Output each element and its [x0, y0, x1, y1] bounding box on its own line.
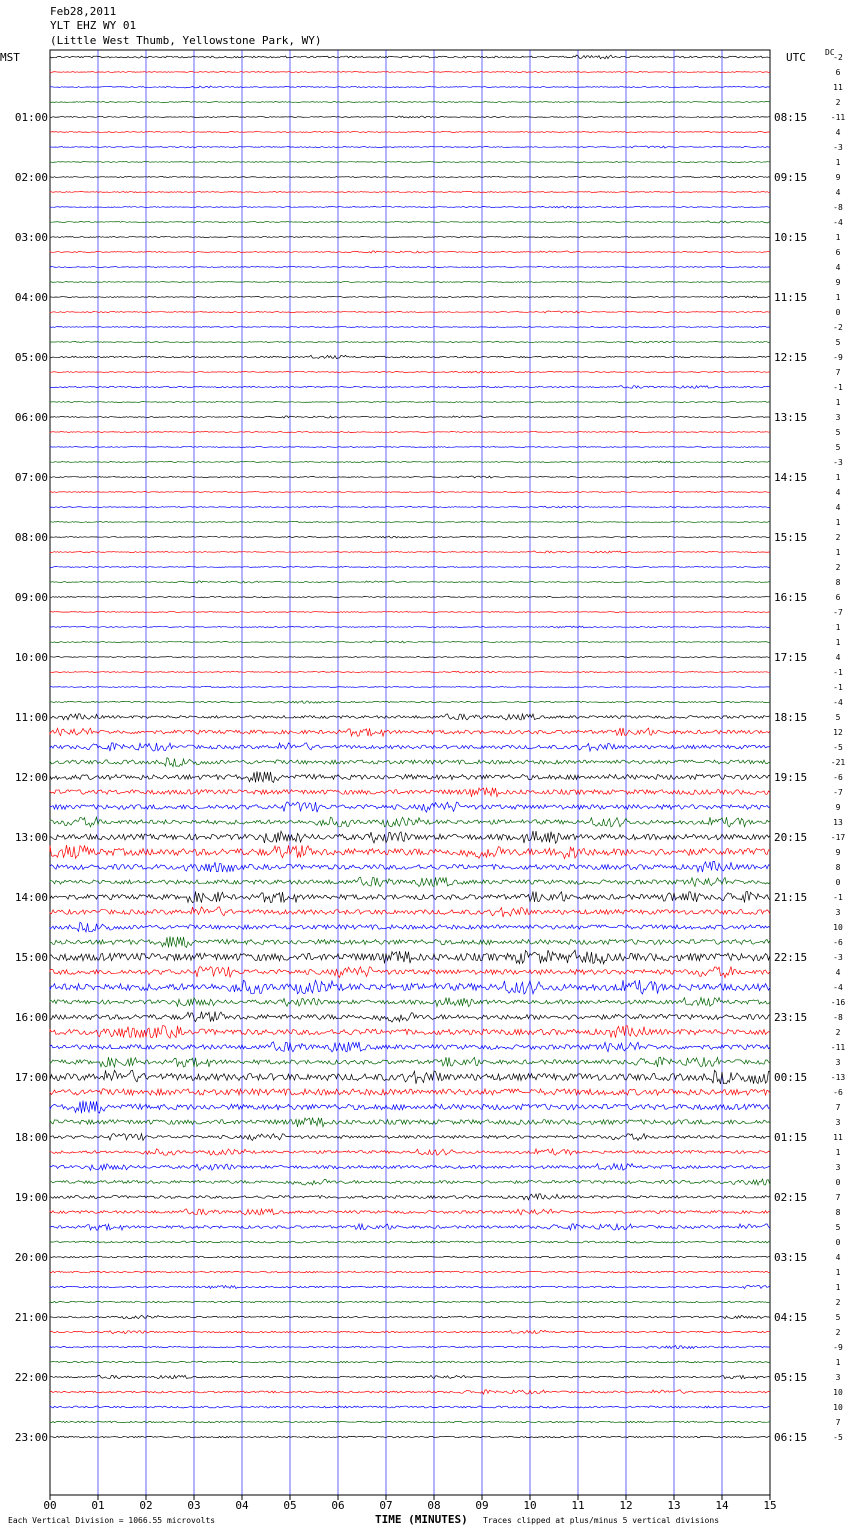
- trace-row: [50, 176, 770, 178]
- dc-offset-label: 2: [835, 1298, 841, 1307]
- mst-hour-label: 19:00: [14, 1191, 48, 1204]
- trace-row: [50, 296, 770, 298]
- trace-row: [50, 1101, 770, 1114]
- dc-offset-label: 1: [835, 233, 841, 242]
- dc-offset-label: 9: [835, 803, 841, 812]
- trace-row: [50, 845, 770, 859]
- dc-offset-label: 0: [835, 878, 841, 887]
- dc-offset-label: 8: [835, 863, 841, 872]
- trace-row: [50, 476, 770, 478]
- dc-offset-label: -16: [830, 998, 846, 1007]
- utc-column-label: UTC: [786, 51, 806, 64]
- mst-hour-label: 22:00: [14, 1371, 48, 1384]
- dc-offset-label: 3: [835, 1058, 841, 1067]
- dc-offset-label: 1: [835, 518, 841, 527]
- trace-row: [50, 355, 770, 358]
- trace-row: [50, 146, 770, 148]
- dc-offset-label: 0: [835, 1178, 841, 1187]
- dc-offset-label: 4: [835, 1253, 841, 1262]
- trace-row: [50, 1012, 770, 1023]
- trace-row: [50, 1315, 770, 1318]
- trace-row: [50, 1070, 770, 1084]
- dc-offset-label: 11: [833, 1133, 843, 1142]
- dc-offset-label: 7: [835, 1418, 841, 1427]
- dc-offset-label: 1: [835, 1283, 841, 1292]
- trace-row: [50, 447, 770, 448]
- trace-row: [50, 402, 770, 403]
- trace-row: [50, 536, 770, 538]
- x-tick-label: 09: [475, 1499, 489, 1512]
- dc-offset-label: -8: [833, 203, 843, 212]
- utc-hour-label: 13:15: [774, 411, 808, 424]
- dc-offset-label: -13: [830, 1073, 846, 1082]
- trace-row: [50, 980, 770, 994]
- mst-hour-label: 13:00: [14, 831, 48, 844]
- mst-hour-label: 20:00: [14, 1251, 48, 1264]
- mst-column-label: MST: [0, 51, 20, 64]
- dc-offset-label: 3: [835, 413, 841, 422]
- dc-offset-label: 9: [835, 173, 841, 182]
- trace-row: [50, 492, 770, 493]
- dc-offset-label: 1: [835, 638, 841, 647]
- trace-row: [50, 597, 770, 598]
- trace-row: [50, 162, 770, 163]
- dc-offset-label: 1: [835, 1358, 841, 1367]
- dc-offset-label: 0: [835, 308, 841, 317]
- x-tick-label: 07: [379, 1499, 393, 1512]
- trace-row: [50, 967, 770, 978]
- dc-offset-label: 4: [835, 968, 841, 977]
- trace-row: [50, 831, 770, 843]
- trace-row: [50, 1118, 770, 1127]
- utc-hour-label: 18:15: [774, 711, 808, 724]
- dc-offset-label: 2: [835, 98, 841, 107]
- dc-offset-label: -2: [833, 53, 843, 62]
- dc-offset-label: -3: [833, 143, 843, 152]
- dc-offset-label: -7: [833, 608, 843, 617]
- trace-row: [50, 1149, 770, 1155]
- dc-offset-label: -9: [833, 353, 843, 362]
- trace-row: [50, 1406, 770, 1408]
- mst-hour-label: 10:00: [14, 651, 48, 664]
- trace-row: [50, 1301, 770, 1303]
- dc-offset-label: 0: [835, 1238, 841, 1247]
- dc-offset-label: -6: [833, 1088, 843, 1097]
- station-code: YLT EHZ WY 01: [50, 19, 137, 32]
- trace-row: [50, 221, 770, 223]
- trace-row: [50, 506, 770, 508]
- trace-row: [50, 581, 770, 583]
- mst-hour-label: 01:00: [14, 111, 48, 124]
- x-tick-label: 10: [523, 1499, 537, 1512]
- mst-hour-label: 23:00: [14, 1431, 48, 1444]
- dc-offset-label: 13: [833, 818, 843, 827]
- utc-hour-label: 23:15: [774, 1011, 808, 1024]
- trace-row: [50, 551, 770, 553]
- plot-date: Feb28,2011: [50, 5, 117, 18]
- trace-row: [50, 728, 770, 736]
- dc-offset-label: 5: [835, 338, 841, 347]
- utc-hour-label: 22:15: [774, 951, 808, 964]
- dc-offset-label: -8: [833, 1013, 843, 1022]
- trace-row: [50, 612, 770, 613]
- utc-hour-label: 14:15: [774, 471, 808, 484]
- trace-row: [50, 1256, 770, 1258]
- dc-offset-label: -9: [833, 1343, 843, 1352]
- utc-hour-label: 00:15: [774, 1071, 808, 1084]
- trace-row: [50, 1330, 770, 1333]
- utc-hour-label: 11:15: [774, 291, 808, 304]
- dc-offset-label: -3: [833, 458, 843, 467]
- trace-row: [50, 1057, 770, 1067]
- dc-offset-label: 10: [833, 1388, 843, 1397]
- trace-row: [50, 1042, 770, 1052]
- utc-hour-label: 04:15: [774, 1311, 808, 1324]
- mst-hour-label: 18:00: [14, 1131, 48, 1144]
- dc-offset-label: 2: [835, 563, 841, 572]
- utc-hour-label: 03:15: [774, 1251, 808, 1264]
- utc-hour-label: 15:15: [774, 531, 808, 544]
- dc-offset-label: -4: [833, 983, 843, 992]
- mst-hour-label: 12:00: [14, 771, 48, 784]
- trace-row: [50, 657, 770, 658]
- dc-offset-label: -5: [833, 1433, 843, 1442]
- trace-row: [50, 1390, 770, 1394]
- dc-offset-label: 5: [835, 713, 841, 722]
- trace-row: [50, 192, 770, 193]
- dc-offset-label: 8: [835, 1208, 841, 1217]
- trace-row: [50, 687, 770, 688]
- mst-hour-label: 15:00: [14, 951, 48, 964]
- dc-offset-label: 4: [835, 503, 841, 512]
- dc-offset-label: 7: [835, 1193, 841, 1202]
- dc-offset-label: 1: [835, 473, 841, 482]
- trace-row: [50, 86, 770, 88]
- utc-hour-label: 09:15: [774, 171, 808, 184]
- x-tick-label: 08: [427, 1499, 441, 1512]
- trace-row: [50, 1164, 770, 1171]
- dc-offset-label: 3: [835, 908, 841, 917]
- dc-offset-label: -17: [830, 833, 846, 842]
- dc-column-label: DC: [825, 48, 835, 57]
- trace-row: [50, 758, 770, 767]
- x-tick-label: 12: [619, 1499, 633, 1512]
- trace-row: [50, 936, 770, 947]
- dc-offset-label: 1: [835, 1268, 841, 1277]
- x-tick-label: 01: [91, 1499, 105, 1512]
- trace-row: [50, 327, 770, 328]
- dc-offset-label: 5: [835, 1313, 841, 1322]
- trace-row: [50, 950, 770, 964]
- station-location: (Little West Thumb, Yellowstone Park, WY): [50, 34, 322, 47]
- trace-row: [50, 461, 770, 463]
- dc-offset-label: 5: [835, 428, 841, 437]
- utc-hour-label: 08:15: [774, 111, 808, 124]
- trace-row: [50, 386, 770, 389]
- mst-hour-label: 09:00: [14, 591, 48, 604]
- x-tick-label: 03: [187, 1499, 201, 1512]
- mst-hour-label: 03:00: [14, 231, 48, 244]
- trace-row: [50, 998, 770, 1007]
- utc-hour-label: 12:15: [774, 351, 808, 364]
- trace-row: [50, 1346, 770, 1349]
- dc-offset-label: 5: [835, 443, 841, 452]
- dc-offset-label: 1: [835, 398, 841, 407]
- mst-hour-label: 08:00: [14, 531, 48, 544]
- trace-row: [50, 116, 770, 118]
- utc-hour-label: 06:15: [774, 1431, 808, 1444]
- x-tick-label: 15: [763, 1499, 777, 1512]
- dc-offset-label: 2: [835, 1328, 841, 1337]
- trace-row: [50, 237, 770, 238]
- dc-offset-label: 9: [835, 278, 841, 287]
- dc-offset-label: -1: [833, 683, 843, 692]
- dc-offset-label: -21: [830, 758, 846, 767]
- dc-offset-label: 6: [835, 593, 841, 602]
- dc-offset-label: 1: [835, 293, 841, 302]
- x-tick-label: 04: [235, 1499, 249, 1512]
- dc-offset-label: 7: [835, 1103, 841, 1112]
- trace-row: [50, 432, 770, 433]
- trace-row: [50, 1436, 770, 1438]
- dc-offset-label: -7: [833, 788, 843, 797]
- trace-row: [50, 891, 770, 902]
- trace-row: [50, 567, 770, 568]
- dc-offset-label: 3: [835, 1163, 841, 1172]
- dc-offset-label: 2: [835, 1028, 841, 1037]
- dc-offset-label: -1: [833, 893, 843, 902]
- dc-offset-label: 7: [835, 368, 841, 377]
- dc-offset-label: -3: [833, 953, 843, 962]
- trace-row: [50, 55, 770, 59]
- x-tick-label: 02: [139, 1499, 153, 1512]
- dc-offset-label: 9: [835, 848, 841, 857]
- dc-offset-label: 1: [835, 548, 841, 557]
- trace-row: [50, 416, 770, 418]
- trace-row: [50, 743, 770, 751]
- trace-row: [50, 861, 770, 872]
- dc-offset-label: -11: [830, 113, 846, 122]
- dc-offset-label: -4: [833, 218, 843, 227]
- trace-row: [50, 1134, 770, 1141]
- utc-hour-label: 05:15: [774, 1371, 808, 1384]
- utc-hour-label: 20:15: [774, 831, 808, 844]
- dc-offset-label: 3: [835, 1373, 841, 1382]
- trace-row: [50, 1194, 770, 1200]
- trace-row: [50, 788, 770, 797]
- dc-offset-label: 4: [835, 188, 841, 197]
- mst-hour-label: 07:00: [14, 471, 48, 484]
- mst-hour-label: 06:00: [14, 411, 48, 424]
- trace-row: [50, 771, 770, 782]
- trace-row: [50, 1271, 770, 1273]
- trace-row: [50, 1209, 770, 1215]
- x-tick-label: 06: [331, 1499, 345, 1512]
- scale-note: Each Vertical Division = 1066.55 microvolts: [8, 1516, 216, 1525]
- mst-hour-label: 16:00: [14, 1011, 48, 1024]
- trace-row: [50, 907, 770, 917]
- trace-row: [50, 311, 770, 313]
- trace-row: [50, 1089, 770, 1095]
- trace-row: [50, 1241, 770, 1243]
- mst-hour-label: 21:00: [14, 1311, 48, 1324]
- trace-row: [50, 371, 770, 373]
- dc-offset-label: 10: [833, 923, 843, 932]
- trace-row: [50, 626, 770, 628]
- trace-row: [50, 1224, 770, 1230]
- dc-offset-label: -4: [833, 698, 843, 707]
- trace-row: [50, 206, 770, 208]
- dc-offset-label: 3: [835, 1118, 841, 1127]
- trace-row: [50, 1375, 770, 1378]
- dc-offset-label: -6: [833, 773, 843, 782]
- mst-hour-label: 05:00: [14, 351, 48, 364]
- dc-offset-label: -1: [833, 668, 843, 677]
- x-tick-label: 11: [571, 1499, 585, 1512]
- dc-offset-label: 6: [835, 248, 841, 257]
- dc-offset-label: 5: [835, 1223, 841, 1232]
- trace-row: [50, 72, 770, 73]
- trace-row: [50, 701, 770, 703]
- mst-hour-label: 11:00: [14, 711, 48, 724]
- mst-hour-label: 02:00: [14, 171, 48, 184]
- trace-row: [50, 282, 770, 283]
- dc-offset-label: 8: [835, 578, 841, 587]
- trace-row: [50, 102, 770, 103]
- trace-row: [50, 267, 770, 268]
- dc-offset-label: 1: [835, 1148, 841, 1157]
- trace-row: [50, 341, 770, 343]
- dc-offset-label: 4: [835, 263, 841, 272]
- dc-offset-label: 6: [835, 68, 841, 77]
- dc-offset-label: 10: [833, 1403, 843, 1412]
- mst-hour-label: 04:00: [14, 291, 48, 304]
- trace-row: [50, 1361, 770, 1363]
- dc-offset-label: 12: [833, 728, 843, 737]
- dc-offset-label: 4: [835, 653, 841, 662]
- trace-row: [50, 1179, 770, 1185]
- dc-offset-label: -2: [833, 323, 843, 332]
- trace-row: [50, 132, 770, 133]
- trace-row: [50, 671, 770, 673]
- utc-hour-label: 21:15: [774, 891, 808, 904]
- trace-row: [50, 817, 770, 827]
- trace-row: [50, 714, 770, 720]
- trace-row: [50, 1026, 770, 1038]
- dc-offset-label: 1: [835, 623, 841, 632]
- utc-hour-label: 16:15: [774, 591, 808, 604]
- dc-offset-label: -1: [833, 383, 843, 392]
- dc-offset-label: 4: [835, 128, 841, 137]
- clip-note: Traces clipped at plus/minus 5 vertical divisions: [483, 1516, 720, 1525]
- dc-offset-label: 1: [835, 158, 841, 167]
- trace-row: [50, 1285, 770, 1288]
- dc-offset-label: 4: [835, 488, 841, 497]
- utc-hour-label: 01:15: [774, 1131, 808, 1144]
- dc-offset-label: 11: [833, 83, 843, 92]
- x-tick-label: 05: [283, 1499, 297, 1512]
- trace-row: [50, 877, 770, 886]
- dc-offset-label: -6: [833, 938, 843, 947]
- x-tick-label: 00: [43, 1499, 57, 1512]
- utc-hour-label: 10:15: [774, 231, 808, 244]
- utc-hour-label: 17:15: [774, 651, 808, 664]
- dc-offset-label: -5: [833, 743, 843, 752]
- utc-hour-label: 19:15: [774, 771, 808, 784]
- dc-offset-label: 2: [835, 533, 841, 542]
- dc-offset-label: -11: [830, 1043, 846, 1052]
- x-tick-label: 14: [715, 1499, 729, 1512]
- trace-row: [50, 641, 770, 643]
- trace-row: [50, 922, 770, 932]
- x-axis-label: TIME (MINUTES): [375, 1513, 468, 1526]
- mst-hour-label: 17:00: [14, 1071, 48, 1084]
- utc-hour-label: 02:15: [774, 1191, 808, 1204]
- trace-row: [50, 802, 770, 812]
- mst-hour-label: 14:00: [14, 891, 48, 904]
- trace-row: [50, 522, 770, 523]
- trace-row: [50, 251, 770, 253]
- x-tick-label: 13: [667, 1499, 681, 1512]
- trace-row: [50, 1421, 770, 1423]
